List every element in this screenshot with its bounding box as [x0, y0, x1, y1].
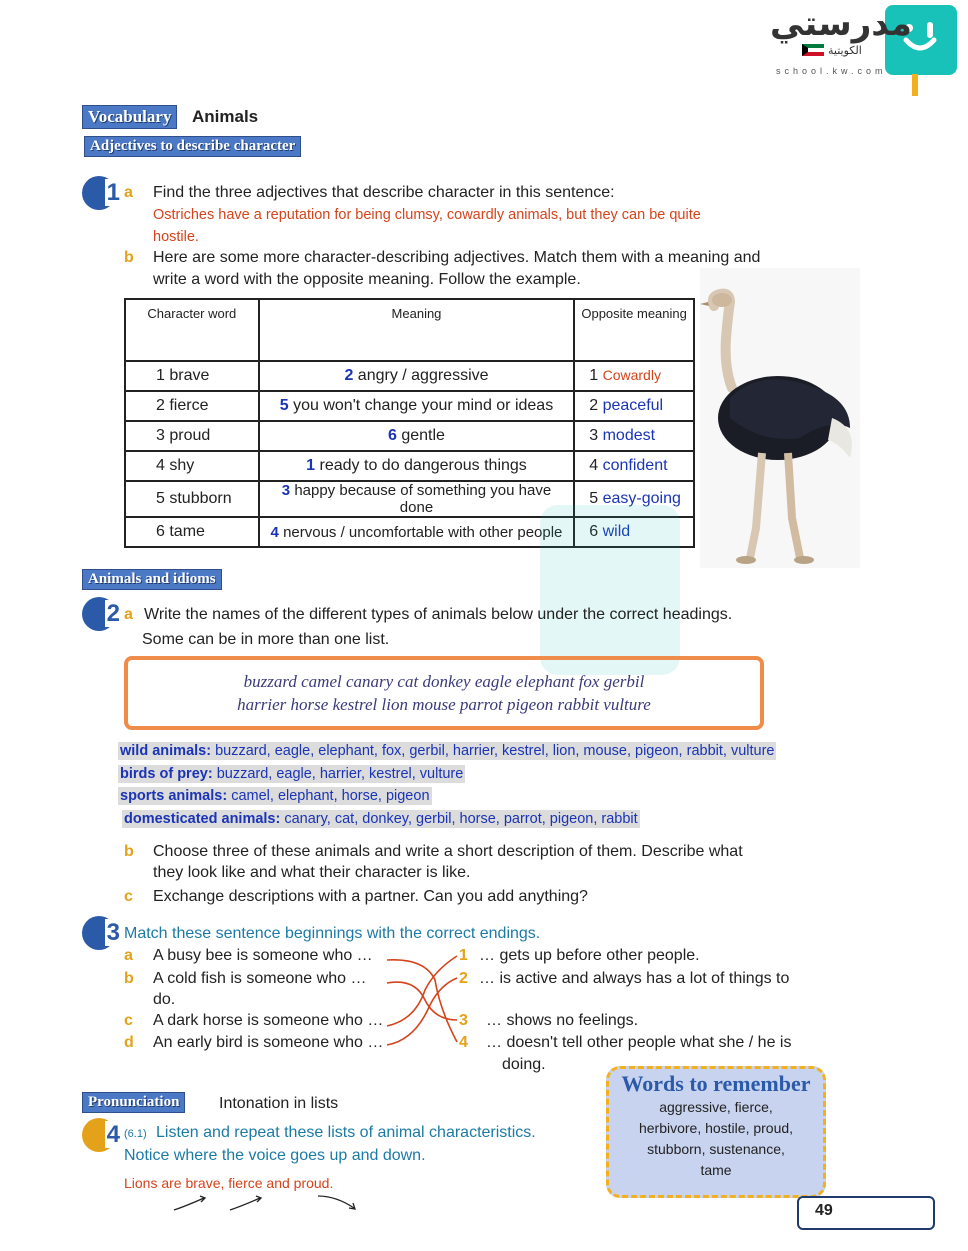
ex3-num: 1 — [459, 947, 468, 964]
ex3-right-item: … is active and always has a lot of things to — [479, 970, 790, 987]
row-word: 4 shy — [125, 451, 259, 481]
logo-site: school.kw.com — [776, 66, 887, 76]
row-opposite: peaceful — [602, 397, 664, 414]
row-num: 1 — [306, 457, 316, 474]
words-line4: tame — [700, 1162, 732, 1178]
ex3-left-item: An early bird is someone who … — [153, 1034, 384, 1051]
header-opposite: Opposite meaning — [574, 299, 694, 361]
ostrich-illustration — [700, 268, 860, 568]
ex2-a-line2: Some can be in more than one list. — [142, 631, 390, 648]
ex4-line1: Listen and repeat these lists of animal characteristics. — [156, 1124, 536, 1141]
match-lines — [385, 950, 460, 1050]
ex3-num: 2 — [459, 970, 468, 987]
animal-word-box — [124, 656, 764, 730]
ex3-letter: d — [124, 1034, 134, 1051]
logo-arabic-text: مدرستي — [770, 4, 912, 44]
ex1-quote-line1: Ostriches have a reputation for being clumsy, cowardly animals, but they can be quite — [153, 207, 701, 223]
row-opp-num: 1 — [589, 367, 599, 384]
ex2-b-letter: b — [124, 843, 134, 860]
exercise-1-badge: 1 — [82, 176, 116, 210]
animal-box-line1: buzzard camel canary cat donkey eagle elephant fox gerbil — [243, 672, 645, 691]
row-opp-num: 4 — [589, 457, 599, 474]
ex3-num: 3 — [459, 1012, 468, 1029]
ex1-b-letter: b — [124, 249, 134, 266]
ex4-example: Lions are brave, fierce and proud. — [124, 1175, 334, 1191]
ex2-b-line2: they look like and what their character is like. — [153, 864, 471, 881]
answer-domesticated: domesticated animals: canary, cat, donkey, gerbil, horse, parrot, pigeon, rabbit — [124, 810, 638, 827]
row-num: 2 — [344, 367, 354, 384]
pronunciation-title: Intonation in lists — [219, 1095, 339, 1112]
table-row — [125, 421, 694, 451]
words-title: Words to remember — [621, 1071, 811, 1096]
words-line2: herbivore, hostile, proud, — [638, 1120, 794, 1136]
row-meaning: nervous / uncomfortable with other people — [283, 523, 563, 541]
ex1-b-line2: write a word with the opposite meaning. Follow the example. — [153, 271, 581, 288]
idioms-tag: Animals and idioms — [82, 569, 222, 590]
ex3-letter: a — [124, 947, 133, 964]
ex2-a-line1: Write the names of the different types of animals below under the correct headings. — [144, 606, 733, 623]
ex3-right-item: … gets up before other people. — [479, 947, 700, 964]
row-opposite: Cowardly — [602, 367, 661, 383]
ex3-right-item-cont: doing. — [502, 1056, 546, 1073]
row-meaning: ready to do dangerous things — [319, 457, 527, 474]
answer-prey: birds of prey: buzzard, eagle, harrier, kestrel, vulture — [120, 765, 464, 782]
row-opposite: modest — [602, 427, 656, 444]
ex2-a-letter: a — [124, 606, 133, 623]
watermark-icon — [540, 505, 680, 675]
ex1-quote-line2: hostile. — [153, 229, 199, 245]
row-num: 4 — [270, 523, 279, 541]
ex2-c-text: Exchange descriptions with a partner. Can you add anything? — [153, 888, 588, 905]
kuwait-flag-icon — [802, 44, 824, 56]
table-row — [125, 361, 694, 391]
row-meaning: gentle — [401, 427, 445, 444]
exercise-4-badge: 4 — [82, 1118, 116, 1152]
logo-pencil — [912, 74, 918, 96]
ex2-b-line1: Choose three of these animals and write a short description of them. Describe what — [153, 843, 743, 860]
exercise-3-badge: 3 — [82, 916, 116, 950]
row-num: 3 — [281, 482, 291, 499]
animal-box-line2: harrier horse kestrel lion mouse parrot pigeon rabbit vulture — [237, 695, 651, 714]
table-row — [125, 451, 694, 481]
row-num: 6 — [388, 427, 397, 444]
ex3-instruction: Match these sentence beginnings with the correct endings. — [124, 925, 541, 942]
row-opp-num: 3 — [589, 427, 599, 444]
ex3-left-item: A cold fish is someone who … — [153, 970, 367, 987]
ex1-a-letter: a — [124, 184, 133, 201]
words-line1: aggressive, fierce, — [659, 1099, 773, 1115]
ex3-left-item-cont: do. — [153, 991, 176, 1008]
row-opposite: easy-going — [602, 490, 681, 507]
row-word: 6 tame — [125, 517, 259, 547]
ex2-answers — [118, 740, 776, 830]
audio-track[interactable]: (6.1) — [124, 1128, 147, 1140]
row-word: 5 stubborn — [125, 481, 259, 517]
ex3-right-item: … shows no feelings. — [486, 1012, 639, 1029]
table-row — [125, 391, 694, 421]
row-opposite: confident — [602, 457, 668, 474]
exercise-2-badge: 2 — [82, 597, 116, 631]
ex3-left-item: A busy bee is someone who … — [153, 947, 373, 964]
logo-country: الكويتية — [828, 45, 862, 57]
vocabulary-tag: Vocabulary — [82, 105, 177, 129]
ex1-b-line1: Here are some more character-describing adjectives. Match them with a meaning and — [153, 249, 761, 266]
ex1-a-text: Find the three adjectives that describe character in this sentence: — [153, 184, 615, 201]
page-number: 49 — [815, 1202, 833, 1219]
ex3-num: 4 — [459, 1034, 468, 1051]
ex3-letter: c — [124, 1012, 133, 1029]
intonation-arrows-icon — [170, 1192, 360, 1216]
header-character: Character word — [125, 299, 259, 361]
ex3-right-item: … doesn't tell other people what she / he is — [486, 1034, 792, 1051]
ex2-c-letter: c — [124, 888, 133, 905]
page-number-box — [797, 1196, 935, 1230]
header-meaning: Meaning — [259, 299, 575, 361]
row-meaning: you won't change your mind or ideas — [293, 397, 554, 414]
pronunciation-tag: Pronunciation — [82, 1092, 185, 1113]
page-title: Animals — [192, 107, 259, 126]
row-opp-num: 6 — [589, 523, 599, 540]
ex4-line2: Notice where the voice goes up and down. — [124, 1147, 426, 1164]
answer-sports: sports animals: camel, elephant, horse, pigeon — [120, 788, 430, 804]
row-word: 1 brave — [125, 361, 259, 391]
row-word: 2 fierce — [125, 391, 259, 421]
words-to-remember-box — [606, 1066, 826, 1198]
row-opp-num: 5 — [589, 490, 599, 507]
row-meaning: happy because of something you have done — [294, 482, 552, 516]
row-opp-num: 2 — [589, 397, 599, 414]
ex3-left-item: A dark horse is someone who … — [153, 1012, 384, 1029]
row-opposite: wild — [602, 523, 631, 540]
ex3-letter: b — [124, 970, 134, 987]
row-num: 5 — [279, 397, 289, 414]
words-line3: stubborn, sustenance, — [647, 1141, 785, 1157]
row-meaning: angry / aggressive — [357, 367, 489, 384]
answer-wild: wild animals: buzzard, eagle, elephant, fox, gerbil, harrier, kestrel, lion, mouse, pigeon, rabbit, vulture — [120, 743, 775, 759]
row-word: 3 proud — [125, 421, 259, 451]
adjectives-subtag: Adjectives to describe character — [84, 136, 301, 157]
